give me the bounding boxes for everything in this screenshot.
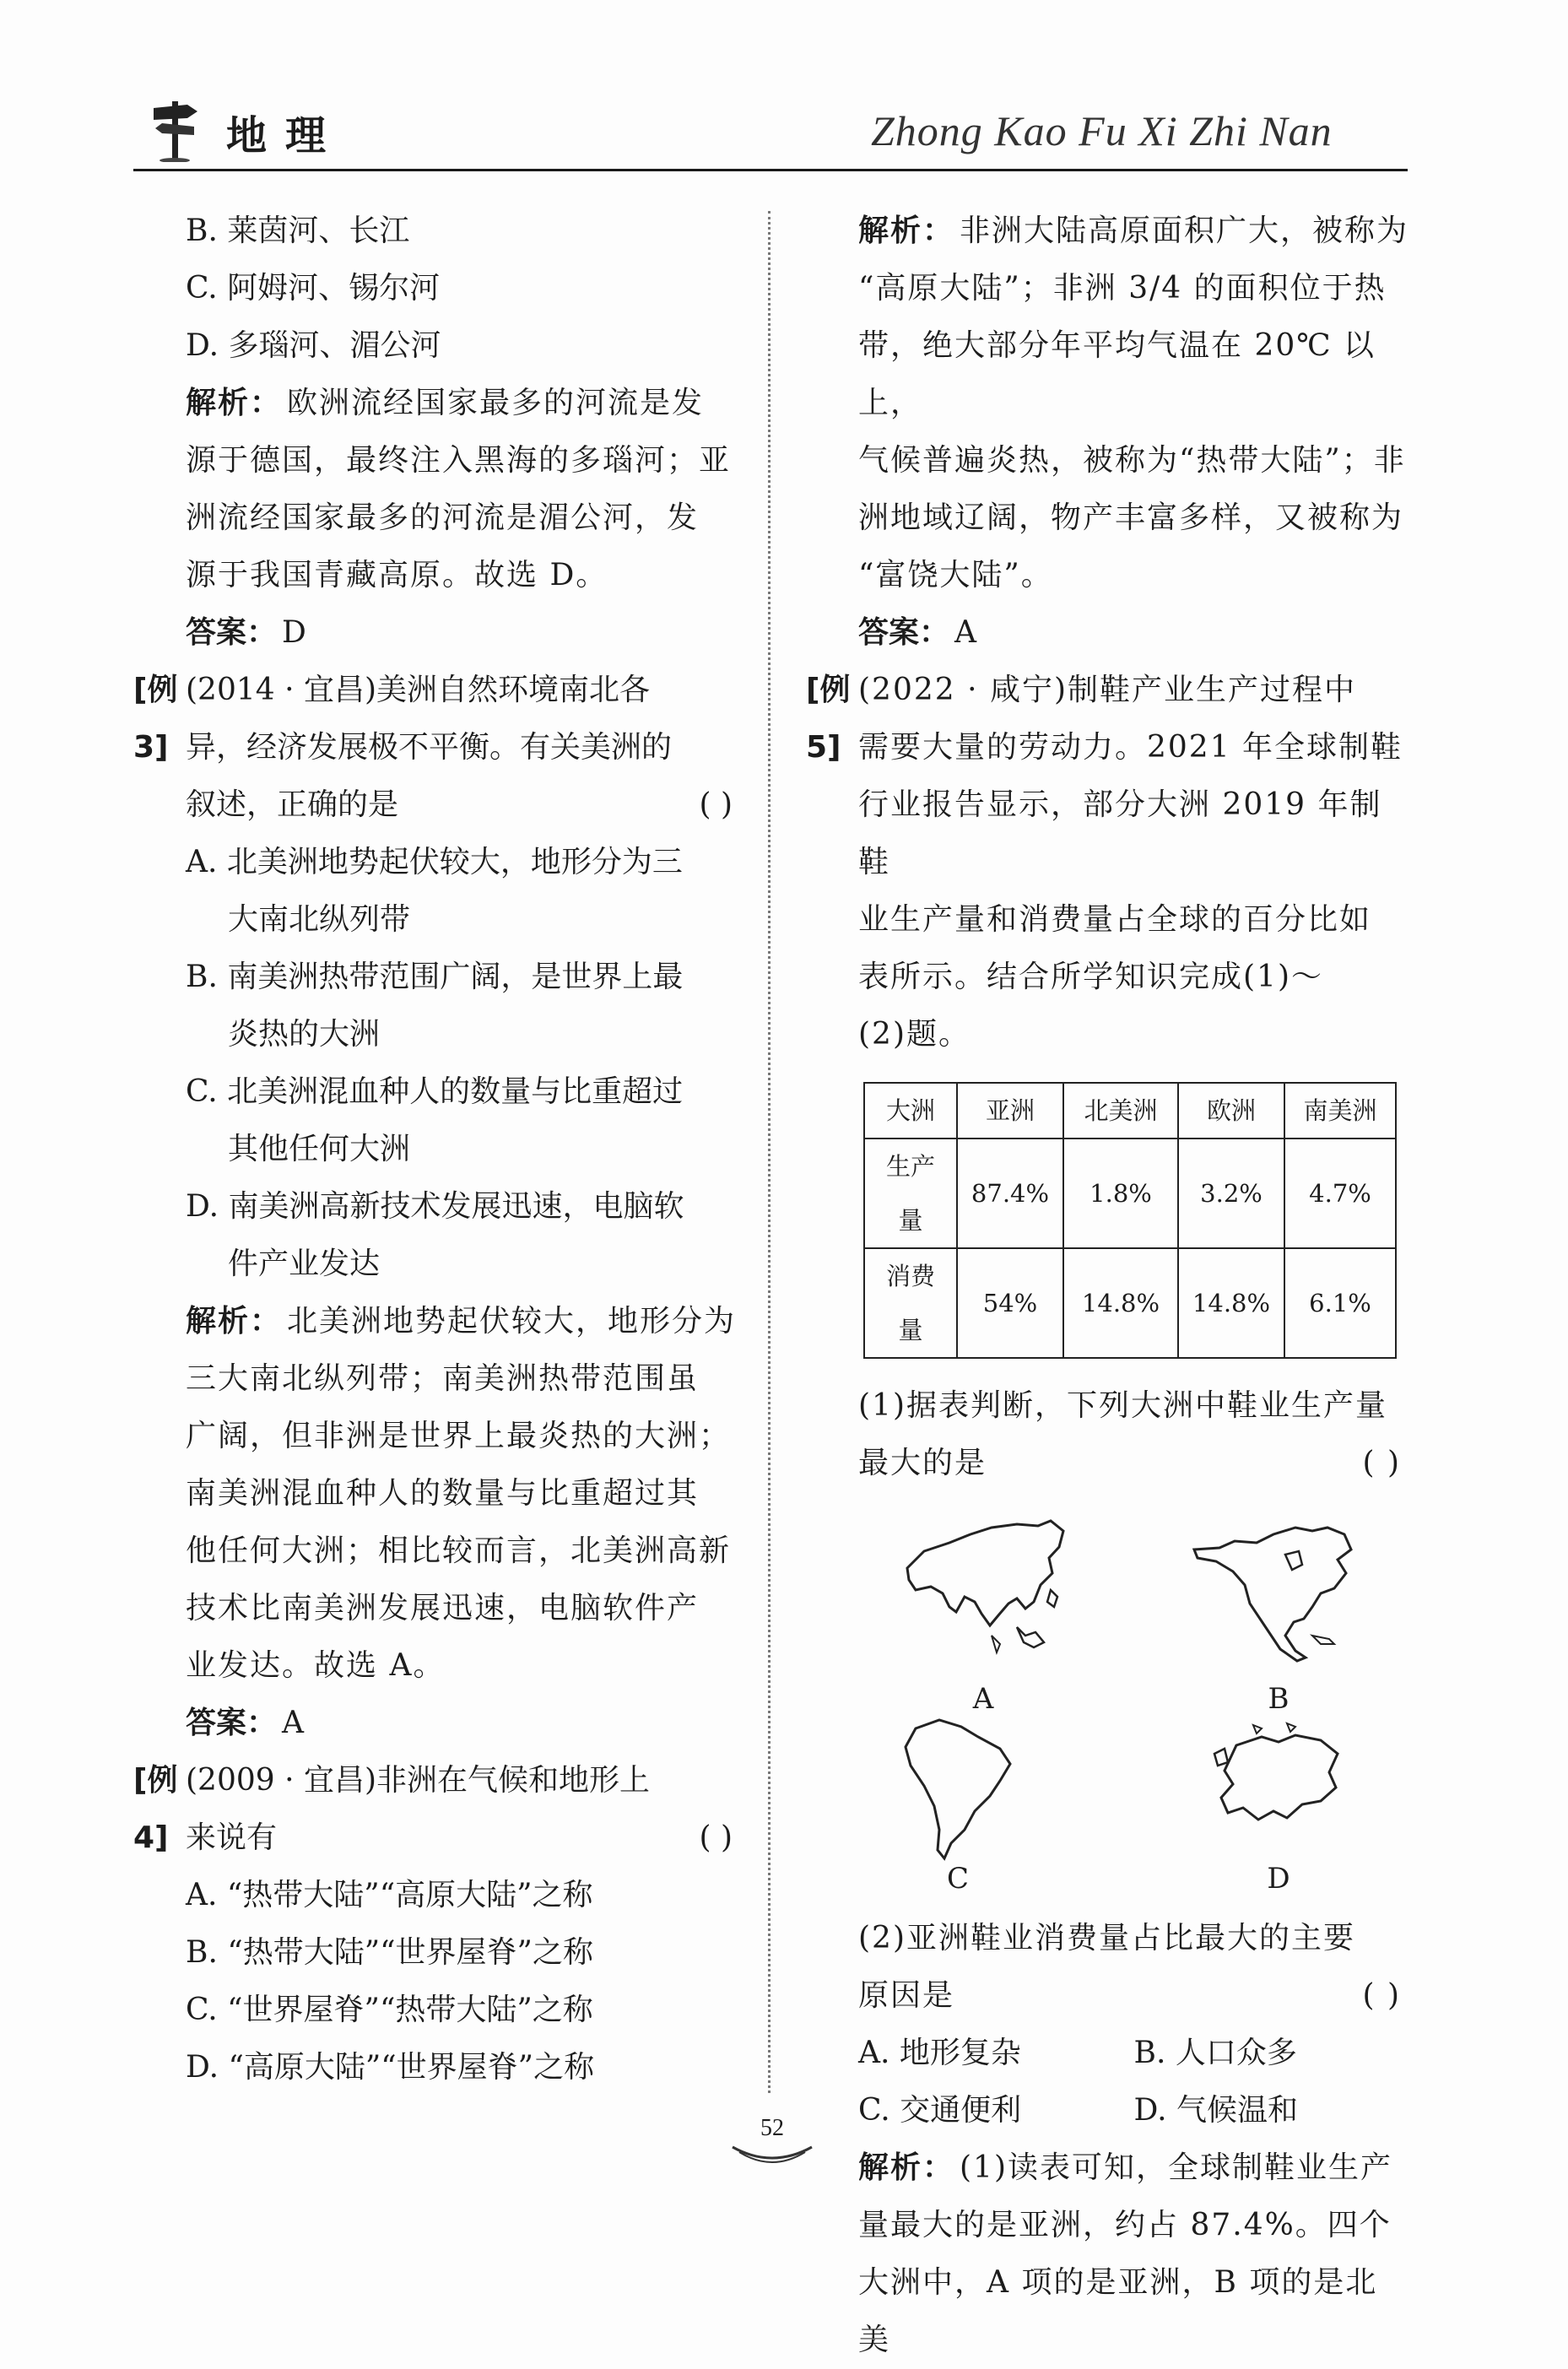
example-5 [806, 662, 1409, 1063]
analysis-line: 南美洲混血种人的数量与比重超过其 [186, 1476, 700, 1511]
example-4-option-b: B. “热带大陆”“世界屋脊”之称 [186, 1935, 593, 1970]
column-divider [768, 211, 770, 2093]
answer-blank: ( ) [1362, 1978, 1401, 2013]
example-5-stem: 行业报告显示，部分大洲 2019 年制鞋 [858, 787, 1382, 879]
right-column [806, 203, 1409, 2369]
example-4-option-a: A. “热带大陆”“高原大陆”之称 [186, 1878, 593, 1912]
example-5-stem: 表所示。结合所学知识完成(1)～ [858, 960, 1323, 994]
analysis-line: 量最大的是亚洲，约占 87.4%。四个 [858, 2208, 1392, 2242]
map-option-b [1186, 1509, 1371, 1716]
q2-option-b: B. 莱茵河、长江 [186, 214, 410, 248]
sub-question-2-line: (2)亚洲鞋业消费量占比最大的主要 [858, 1921, 1355, 1955]
table-cell: 14.8% [1063, 1248, 1178, 1358]
example-4-stem: 来说有 [186, 1820, 278, 1855]
europe-map-icon [1203, 1720, 1354, 1855]
table-header-row [864, 1083, 1396, 1139]
asia-map-icon [890, 1509, 1076, 1678]
example-3-tag: [例3] [133, 673, 178, 765]
example-3 [133, 662, 741, 834]
sub-question-2-option-b: B. 人口众多 [1133, 2036, 1297, 2070]
map-label-a: A [972, 1682, 994, 1716]
page-number-badge [726, 2110, 819, 2164]
example-4-option-d: D. “高原大陆”“世界屋脊”之称 [186, 2050, 595, 2085]
analysis-line: 业发达。故选 A。 [186, 1648, 446, 1683]
table-cell: 87.4% [957, 1139, 1063, 1248]
header-rule [133, 169, 1408, 171]
analysis-line: 广阔，但非洲是世界上最炎热的大洲； [186, 1419, 732, 1453]
page-number: 52 [760, 2115, 784, 2141]
map-option-d [1203, 1720, 1354, 1896]
analysis-label: 解析： [858, 2150, 955, 2185]
sub-question-1-line: (1)据表判断，下列大洲中鞋业生产量 [858, 1388, 1387, 1423]
answer-label: 答案： [186, 615, 278, 650]
analysis-label: 解析： [186, 1304, 283, 1339]
q2-analysis [133, 375, 741, 604]
map-option-a [890, 1509, 1076, 1716]
example-3-option-d: D. 南美洲高新技术发展迅速，电脑软 [186, 1189, 684, 1224]
series-title: Zhong Kao Fu Xi Zhi Nan [871, 107, 1333, 154]
table-cell: 6.1% [1284, 1248, 1396, 1358]
example-3-option-b: B. 南美洲热带范围广阔，是世界上最 [186, 960, 684, 994]
analysis-line: 带，绝大部分年平均气温在 20℃ 以上， [858, 328, 1376, 420]
analysis-label: 解析： [858, 214, 955, 248]
answer-blank: ( ) [1362, 1446, 1401, 1480]
example-3-option-c-cont: 其他任何大洲 [228, 1132, 411, 1166]
table-cell: 4.7% [1284, 1139, 1396, 1248]
analysis-line: 北美洲地势起伏较大，地形分为 [287, 1304, 737, 1339]
example-4-analysis [806, 203, 1409, 604]
answer-blank: ( ) [699, 1820, 733, 1855]
example-4-tag: [例4] [133, 1763, 178, 1855]
analysis-line: 欧洲流经国家最多的河流是发 [287, 386, 705, 420]
sub-question-1 [806, 1377, 1409, 1492]
table-header-cell: 欧洲 [1178, 1083, 1284, 1139]
example-5-stem: 需要大量的劳动力。2021 年全球制鞋 [858, 730, 1403, 765]
table-header-cell: 亚洲 [957, 1083, 1063, 1139]
example-3-stem: 叙述，正确的是 [186, 787, 399, 822]
q2-answer [133, 604, 741, 662]
example-3-option-c: C. 北美洲混血种人的数量与比重超过 [186, 1074, 684, 1109]
example-4-stem: (2009 · 宜昌)非洲在气候和地形上 [186, 1763, 651, 1798]
sub-question-2-option-c: C. 交通便利 [858, 2093, 1022, 2128]
example-4-option-c: C. “世界屋脊”“热带大陆”之称 [186, 1993, 593, 2027]
left-column [133, 203, 741, 2096]
analysis-line: 洲地域辽阔，物产丰富多样，又被称为 [858, 500, 1404, 535]
sub-question-2 [806, 1910, 1409, 2025]
table-cell: 1.8% [1063, 1139, 1178, 1248]
analysis-line: 技术比南美洲发展迅速，电脑软件产 [186, 1591, 700, 1625]
answer-blank: ( ) [699, 787, 733, 822]
q2-option-c: C. 阿姆河、锡尔河 [186, 271, 441, 306]
analysis-line: 他任何大洲；相比较而言，北美洲高新 [186, 1533, 732, 1568]
example-5-tag: [例5] [806, 673, 851, 765]
table-header-cell: 南美洲 [1284, 1083, 1396, 1139]
subject-title: 地理 [226, 112, 345, 160]
sub-question-2-options-row [806, 2082, 1409, 2139]
example-5-stem: (2022 · 咸宁)制鞋产业生产过程中 [858, 673, 1357, 707]
q2-option-d: D. 多瑙河、湄公河 [186, 328, 441, 363]
sub-question-2-line: 原因是 [858, 1978, 955, 2013]
table-cell: 消费量 [864, 1248, 957, 1358]
table-row [864, 1248, 1396, 1358]
example-3-analysis [133, 1293, 741, 1695]
answer-value: A [282, 1706, 305, 1740]
analysis-line: “富饶大陆”。 [858, 558, 1053, 592]
answer-value: D [282, 615, 306, 650]
example-3-stem: 异，经济发展极不平衡。有关美洲的 [186, 730, 673, 765]
example-3-option-a: A. 北美洲地势起伏较大，地形分为三 [186, 845, 683, 879]
sub-question-2-option-a: A. 地形复杂 [858, 2036, 1021, 2070]
continent-maps [857, 1492, 1409, 1910]
analysis-line: 非洲大陆高原面积广大，被称为 [960, 214, 1409, 248]
analysis-line: “高原大陆”；非洲 3/4 的面积位于热 [858, 271, 1387, 306]
north-america-map-icon [1186, 1509, 1371, 1678]
example-4-answer [806, 604, 1409, 662]
answer-label: 答案： [186, 1706, 278, 1740]
map-option-c [890, 1712, 1025, 1896]
answer-label: 答案： [858, 615, 950, 650]
analysis-label: 解析： [186, 386, 283, 420]
sub-question-1-line: 最大的是 [858, 1446, 987, 1480]
example-5-analysis [806, 2139, 1409, 2369]
analysis-line: 气候普遍炎热，被称为“热带大陆”；非 [858, 443, 1406, 478]
table-cell: 54% [957, 1248, 1063, 1358]
table-header-cell: 大洲 [864, 1083, 957, 1139]
analysis-line: 源于我国青藏高原。故选 D。 [186, 558, 608, 592]
example-4 [133, 1752, 741, 1867]
map-label-c: C [946, 1862, 969, 1896]
map-label-b: B [1268, 1682, 1290, 1716]
analysis-line: 洲流经国家最多的河流是湄公河，发 [186, 500, 700, 535]
example-5-stem: (2)题。 [858, 1017, 971, 1052]
example-5-stem: 业生产量和消费量占全球的百分比如 [858, 902, 1372, 937]
example-3-option-b-cont: 炎热的大洲 [228, 1017, 381, 1052]
table-header-cell: 北美洲 [1063, 1083, 1178, 1139]
example-3-option-d-cont: 件产业发达 [228, 1247, 381, 1281]
answer-value: A [954, 615, 977, 650]
analysis-line: 三大南北纵列带；南美洲热带范围虽 [186, 1361, 700, 1396]
map-label-d: D [1267, 1862, 1290, 1896]
sub-question-2-options-row [806, 2025, 1409, 2082]
table-cell: 3.2% [1178, 1139, 1284, 1248]
table-cell: 14.8% [1178, 1248, 1284, 1358]
analysis-line: 大洲中，A 项的是亚洲，B 项的是北美 [858, 2265, 1378, 2357]
signpost-logo-icon [150, 95, 201, 162]
shoe-industry-table [863, 1082, 1397, 1359]
analysis-line: (1)读表可知，全球制鞋业生产 [960, 2150, 1393, 2185]
table-row [864, 1139, 1396, 1248]
south-america-map-icon [890, 1712, 1025, 1863]
sub-question-2-option-d: D. 气候温和 [1133, 2093, 1298, 2128]
example-3-stem: (2014 · 宜昌)美洲自然环境南北各 [186, 673, 651, 707]
analysis-line: 源于德国，最终注入黑海的多瑙河；亚 [186, 443, 732, 478]
table-cell: 生产量 [864, 1139, 957, 1248]
example-3-option-a-cont: 大南北纵列带 [228, 902, 411, 937]
example-3-answer [133, 1695, 741, 1752]
